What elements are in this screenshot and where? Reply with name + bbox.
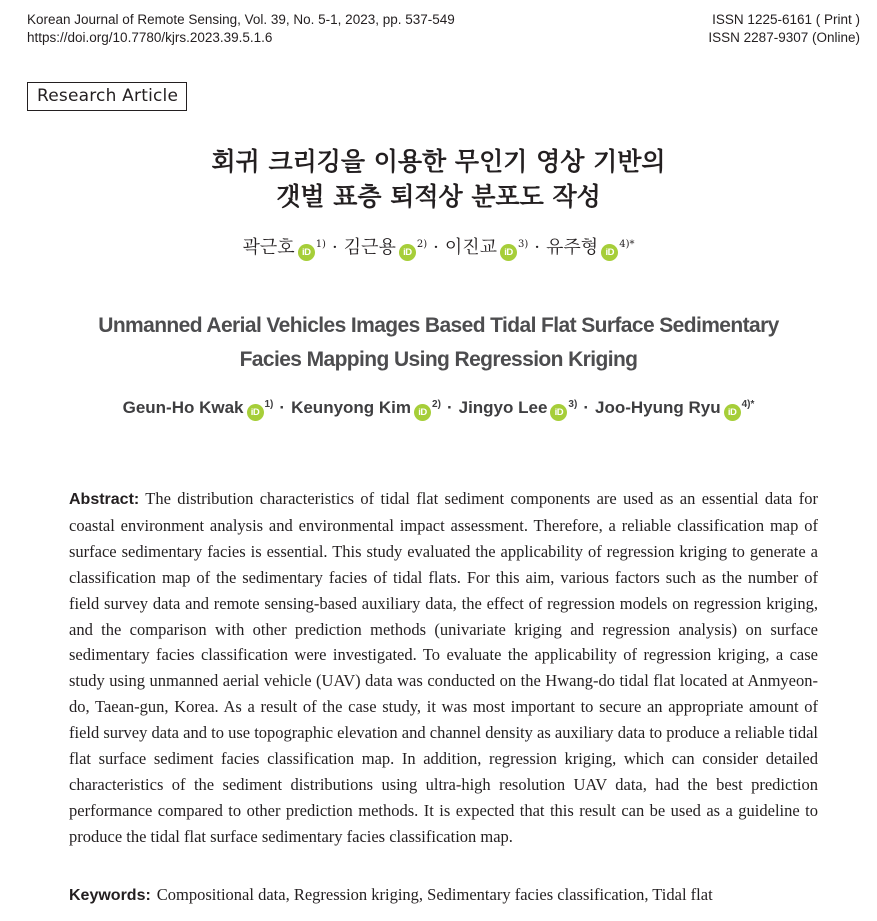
journal-header — [27, 11, 455, 47]
orcid-icon[interactable]: iD — [298, 244, 315, 261]
author-name: 곽근호 — [242, 237, 295, 258]
korean-title — [0, 144, 877, 214]
author-separator: · — [534, 237, 541, 258]
author-name: Joo-Hyung Ryu — [595, 398, 721, 417]
author-name: 이진교 — [444, 237, 498, 258]
keywords-text: Compositional data, Regression kriging, Sedimentary facies classification, Tidal flat — [156, 885, 713, 904]
author-affiliation: 3) — [568, 399, 578, 410]
author-affiliation: 4)* — [741, 399, 755, 410]
author-separator: · — [583, 398, 589, 417]
korean-title-line-1: 회귀 크리깅을 이용한 무인기 영상 기반의 — [211, 147, 666, 176]
author-affiliation: 3) — [518, 239, 529, 250]
issn-online: ISSN 2287-9307 (Online) — [708, 30, 860, 45]
english-author-list — [0, 393, 877, 421]
journal-citation: Korean Journal of Remote Sensing, Vol. 39, No. 5-1, 2023, pp. 537-549 — [27, 12, 455, 27]
orcid-icon[interactable]: iD — [399, 244, 416, 261]
orcid-icon[interactable]: iD — [601, 244, 618, 261]
issn-block — [708, 11, 860, 47]
abstract — [69, 486, 818, 850]
keywords-label: Keywords: — [69, 887, 151, 904]
orcid-icon[interactable]: iD — [724, 404, 741, 421]
author-name: 김근용 — [343, 237, 396, 258]
abstract-text: The distribution characteristics of tidal flat sediment components are used as an essential data for coastal environment analysis and environmental impact assessment. Therefore, a reliable classification map of surface sedimentary facies is essential. This study evaluated the applicability of regression kriging to generate a classification map of the sedimentary facies of tidal flats. For this aim, various factors such as the number of field survey data and remote sensing-based auxiliary data, the effect of regression models on regression kriging, and the comparison with other prediction methods (univariate kriging and regression analysis) on surface sedimentary facies classification were investigated. To evaluate the applicability of regression kriging, a case study using unmanned aerial vehicle (UAV) data was conducted on the Hwang-do tidal flat located at Anmyeon-do, Taean-gun, Korea. As a result of the case study, it was most important to secure an appropriate amount of field survey data and to use topographic elevation and channel density as auxiliary data to produce a reliable tidal flat surface sediment facies classification map. In addition, regression kriging, which can consider detailed characteristics of the sediment distributions using ultra-high resolution UAV data, had the best prediction performance compared to other prediction methods. It is expected that this result can be used as a guideline to produce the tidal flat surface sedimentary facies classification map. — [69, 489, 818, 846]
article-type-badge: Research Article — [27, 82, 187, 111]
author-affiliation: 1) — [264, 399, 274, 410]
orcid-icon[interactable]: iD — [414, 404, 431, 421]
author-separator: · — [279, 398, 286, 417]
orcid-icon[interactable]: iD — [550, 404, 567, 421]
author-affiliation: 2) — [432, 399, 441, 410]
english-title-line-2: Facies Mapping Using Regression Kriging — [239, 348, 638, 371]
orcid-icon[interactable]: iD — [500, 244, 517, 261]
korean-title-line-2: 갯벌 표층 퇴적상 분포도 작성 — [276, 182, 601, 211]
author-separator: · — [331, 237, 338, 258]
author-name: Keunyong Kim — [291, 398, 412, 417]
doi-link[interactable]: https://doi.org/10.7780/kjrs.2023.39.5.1.6 — [27, 30, 273, 45]
author-name: Jingyo Lee — [458, 398, 548, 417]
english-title — [0, 309, 877, 377]
korean-author-list — [0, 232, 877, 261]
author-separator: · — [433, 237, 439, 258]
author-affiliation: 1) — [315, 239, 326, 250]
author-separator: · — [446, 398, 453, 417]
author-name: 유주형 — [546, 237, 599, 258]
keywords — [69, 882, 849, 909]
abstract-label: Abstract: — [69, 491, 140, 508]
orcid-icon[interactable]: iD — [247, 404, 264, 421]
author-name: Geun-Ho Kwak — [122, 398, 244, 417]
english-title-line-1: Unmanned Aerial Vehicles Images Based Tidal Flat Surface Sedimentary — [98, 314, 779, 337]
issn-print: ISSN 1225-6161 ( Print ) — [712, 12, 860, 27]
author-affiliation: 2) — [416, 239, 428, 250]
author-affiliation: 4)* — [619, 239, 635, 250]
